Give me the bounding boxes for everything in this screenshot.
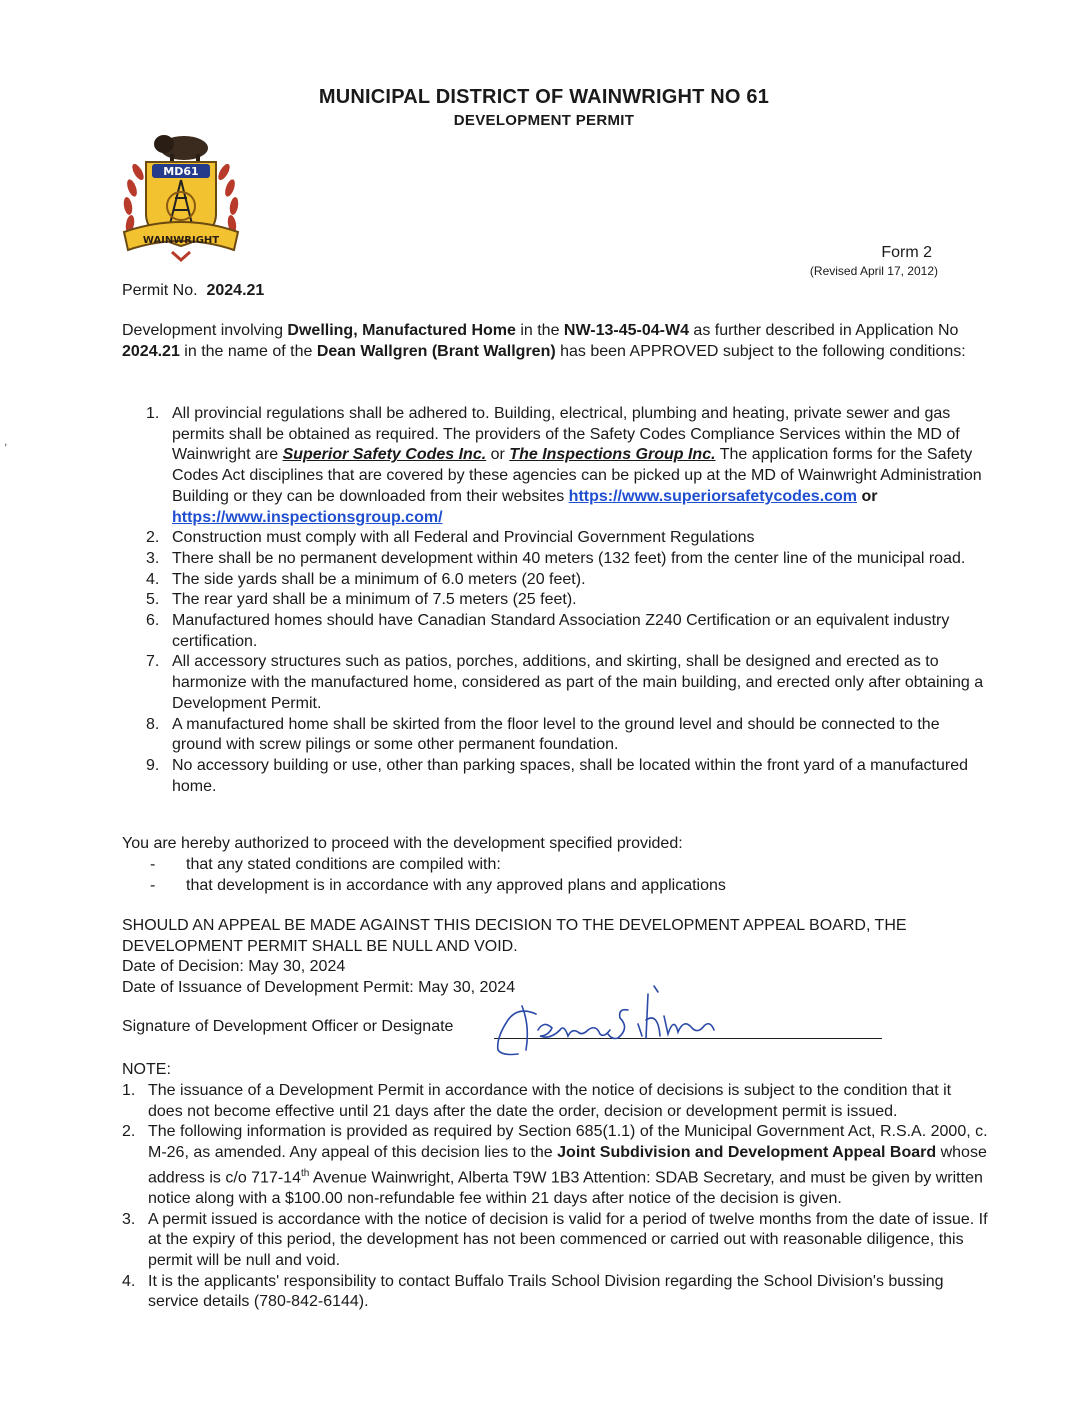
wheat-left-icon [122, 162, 145, 233]
condition-text: The side yards shall be a minimum of 6.0 meters (20 feet). [172, 570, 586, 588]
note-text: A permit issued is accordance with the notice of decision is valid for a period of twelve months from the date of issue. If at the expiry of this period, the development has not been commenced or carried out with reasonable diligence, this permit will be null and void. [148, 1210, 988, 1269]
notes-heading: NOTE: [122, 1061, 171, 1078]
condition-text: Construction must comply with all Federal and Provincial Government Regulations [172, 529, 755, 547]
permit-number-line [122, 282, 264, 300]
intro-text: as further described in Application No [688, 322, 959, 339]
conditions-list [146, 404, 986, 797]
condition-number: 1. [146, 405, 160, 422]
condition-number: 8. [146, 715, 160, 733]
note-number: 2. [122, 1123, 136, 1141]
note-item [122, 1122, 990, 1209]
list-item [150, 855, 950, 876]
condition-text: All accessory structures such as patios, porches, additions, and skirting, shall be designed and erected as to harmonize with the manufactured home, considered as part of the main building, and erected only after obtaining a Development Permit. [172, 653, 984, 712]
condition-item [146, 570, 986, 591]
condition-item [146, 611, 986, 652]
logo-banner-text: WAINWRIGHT [142, 235, 220, 246]
note-item [122, 1272, 990, 1313]
note-item [122, 1081, 990, 1122]
signature-label: Signature of Development Officer or Designate [122, 1018, 454, 1035]
condition-text: No accessory building or use, other than parking spaces, shall be located within the front yard of a manufactured home. [172, 756, 969, 795]
list-item [150, 876, 950, 897]
form-number: Form 2 [881, 244, 932, 261]
handwritten-signature [478, 976, 738, 1062]
authorization-conditions [150, 855, 950, 896]
condition-text: There shall be no permanent development within 40 meters (132 feet) from the center line of the municipal road. [172, 549, 966, 567]
permit-number-label: Permit No. [122, 282, 198, 299]
date-of-decision: Date of Decision: May 30, 2024 [122, 958, 346, 976]
note-text: The issuance of a Development Permit in accordance with the notice of decisions is subject to the condition that it does not become effective until 21 days after the date the order, decision or development permit is issued. [148, 1082, 952, 1120]
applicant-name: Dean Wallgren (Brant Wallgren) [316, 342, 556, 360]
note-text: It is the applicants' responsibility to contact Buffalo Trails School Division regarding the School Division's bussing service details (780-842-6144). [148, 1272, 944, 1311]
condition-item [146, 590, 986, 611]
appeal-warning: SHOULD AN APPEAL BE MADE AGAINST THIS DECISION TO THE DEVELOPMENT APPEAL BOARD, THE DEVELOPMENT PERMIT SHALL BE NULL AND VOID. [122, 917, 907, 955]
condition-number: 9. [146, 756, 160, 774]
note-number: 3. [122, 1210, 136, 1228]
condition-text: A manufactured home shall be skirted from the floor level to the ground level and should be connected to the ground with screw pilings or some other permanent foundation. [172, 715, 940, 754]
application-number: 2024.21 [122, 342, 180, 360]
note-number: 1. [122, 1082, 136, 1099]
condition-item [146, 528, 986, 549]
condition-item [146, 756, 986, 797]
permit-number: 2024.21 [206, 282, 265, 299]
inspections-group-link[interactable]: https://www.inspectionsgroup.com/ [172, 508, 443, 526]
logo-top-text: MD61 [163, 165, 199, 178]
condition-item [146, 549, 986, 570]
condition-number: 5. [146, 591, 160, 609]
list-item-text: that any stated conditions are compiled with: [186, 856, 501, 873]
dash-bullet: - [150, 856, 156, 873]
condition-text: All provincial regulations shall be adhered to. Building, electrical, plumbing and heating, private sewer and gas permits shall be obtained as required. The providers of the Safety Codes Compliance Services within the MD of Wainwright are Superior Safety Codes Inc. or The Inspections Group Inc. The application forms for the Safety Codes Act disciplines that are covered by these agencies can be picked up at the MD of Wainwright Administration Building or they can be downloaded from their websites https://www.superiorsafetycodes.com or https://www.inspectionsgroup.com/ [172, 405, 982, 526]
document-subtitle: DEVELOPMENT PERMIT [453, 112, 635, 129]
provider-inspections-group: The Inspections Group Inc. [509, 446, 716, 464]
development-use: Dwelling, Manufactured Home [287, 322, 516, 339]
intro-text: in the [515, 322, 564, 339]
appeal-board-name: Joint Subdivision and Development Appeal Board [557, 1144, 937, 1162]
intro-text: Development involving [122, 322, 288, 339]
dash-bullet: - [150, 876, 156, 894]
md-crest-logo [118, 128, 244, 262]
provider-superior: Superior Safety Codes Inc. [282, 446, 487, 464]
condition-number: 4. [146, 570, 160, 588]
bison-icon [154, 135, 208, 164]
document-title: MUNICIPAL DISTRICT OF WAINWRIGHT NO 61 [318, 86, 770, 108]
condition-item [146, 652, 986, 714]
notes-list [122, 1081, 990, 1313]
approval-paragraph [122, 321, 972, 362]
legal-description: NW-13-45-04-W4 [563, 322, 689, 339]
note-item [122, 1210, 990, 1272]
form-revision: (Revised April 17, 2012) [809, 264, 938, 278]
note-text: The following information is provided as required by Section 685(1.1) of the Municipal Government Act, R.S.A. 2000, c. M-26, as amended. Any appeal of this decision lies to the Joint Subdivision and Development Appeal Board whose address is c/o 717-14th Avenue Wainwright, Alberta T9W 1B3 Attention: SDAB Secretary, and must be given by written notice along with a $100.00 non-refundable fee within 21 days after notice of the decision is given. [148, 1123, 988, 1207]
condition-text: Manufactured homes should have Canadian Standard Association Z240 Certification or an equivalent industry certification. [172, 612, 950, 650]
condition-number: 7. [146, 653, 160, 671]
condition-number: 2. [146, 529, 160, 547]
date-of-issuance: Date of Issuance of Development Permit: May 30, 2024 [122, 979, 516, 997]
condition-item [146, 404, 986, 528]
wheat-right-icon [216, 162, 239, 233]
intro-text: in the name of the [179, 342, 317, 360]
intro-text: has been APPROVED subject to the following conditions: [555, 342, 966, 360]
condition-item [146, 715, 986, 756]
superior-safety-codes-link[interactable]: https://www.superiorsafetycodes.com [568, 487, 858, 505]
authorization-text: You are hereby authorized to proceed with the development specified provided: [122, 835, 683, 852]
condition-number: 3. [146, 549, 160, 567]
list-item-text: that development is in accordance with any approved plans and applications [186, 876, 726, 894]
condition-number: 6. [146, 612, 160, 630]
condition-text: The rear yard shall be a minimum of 7.5 meters (25 feet). [172, 591, 577, 609]
note-number: 4. [122, 1272, 136, 1290]
scan-mark: , [4, 434, 8, 448]
